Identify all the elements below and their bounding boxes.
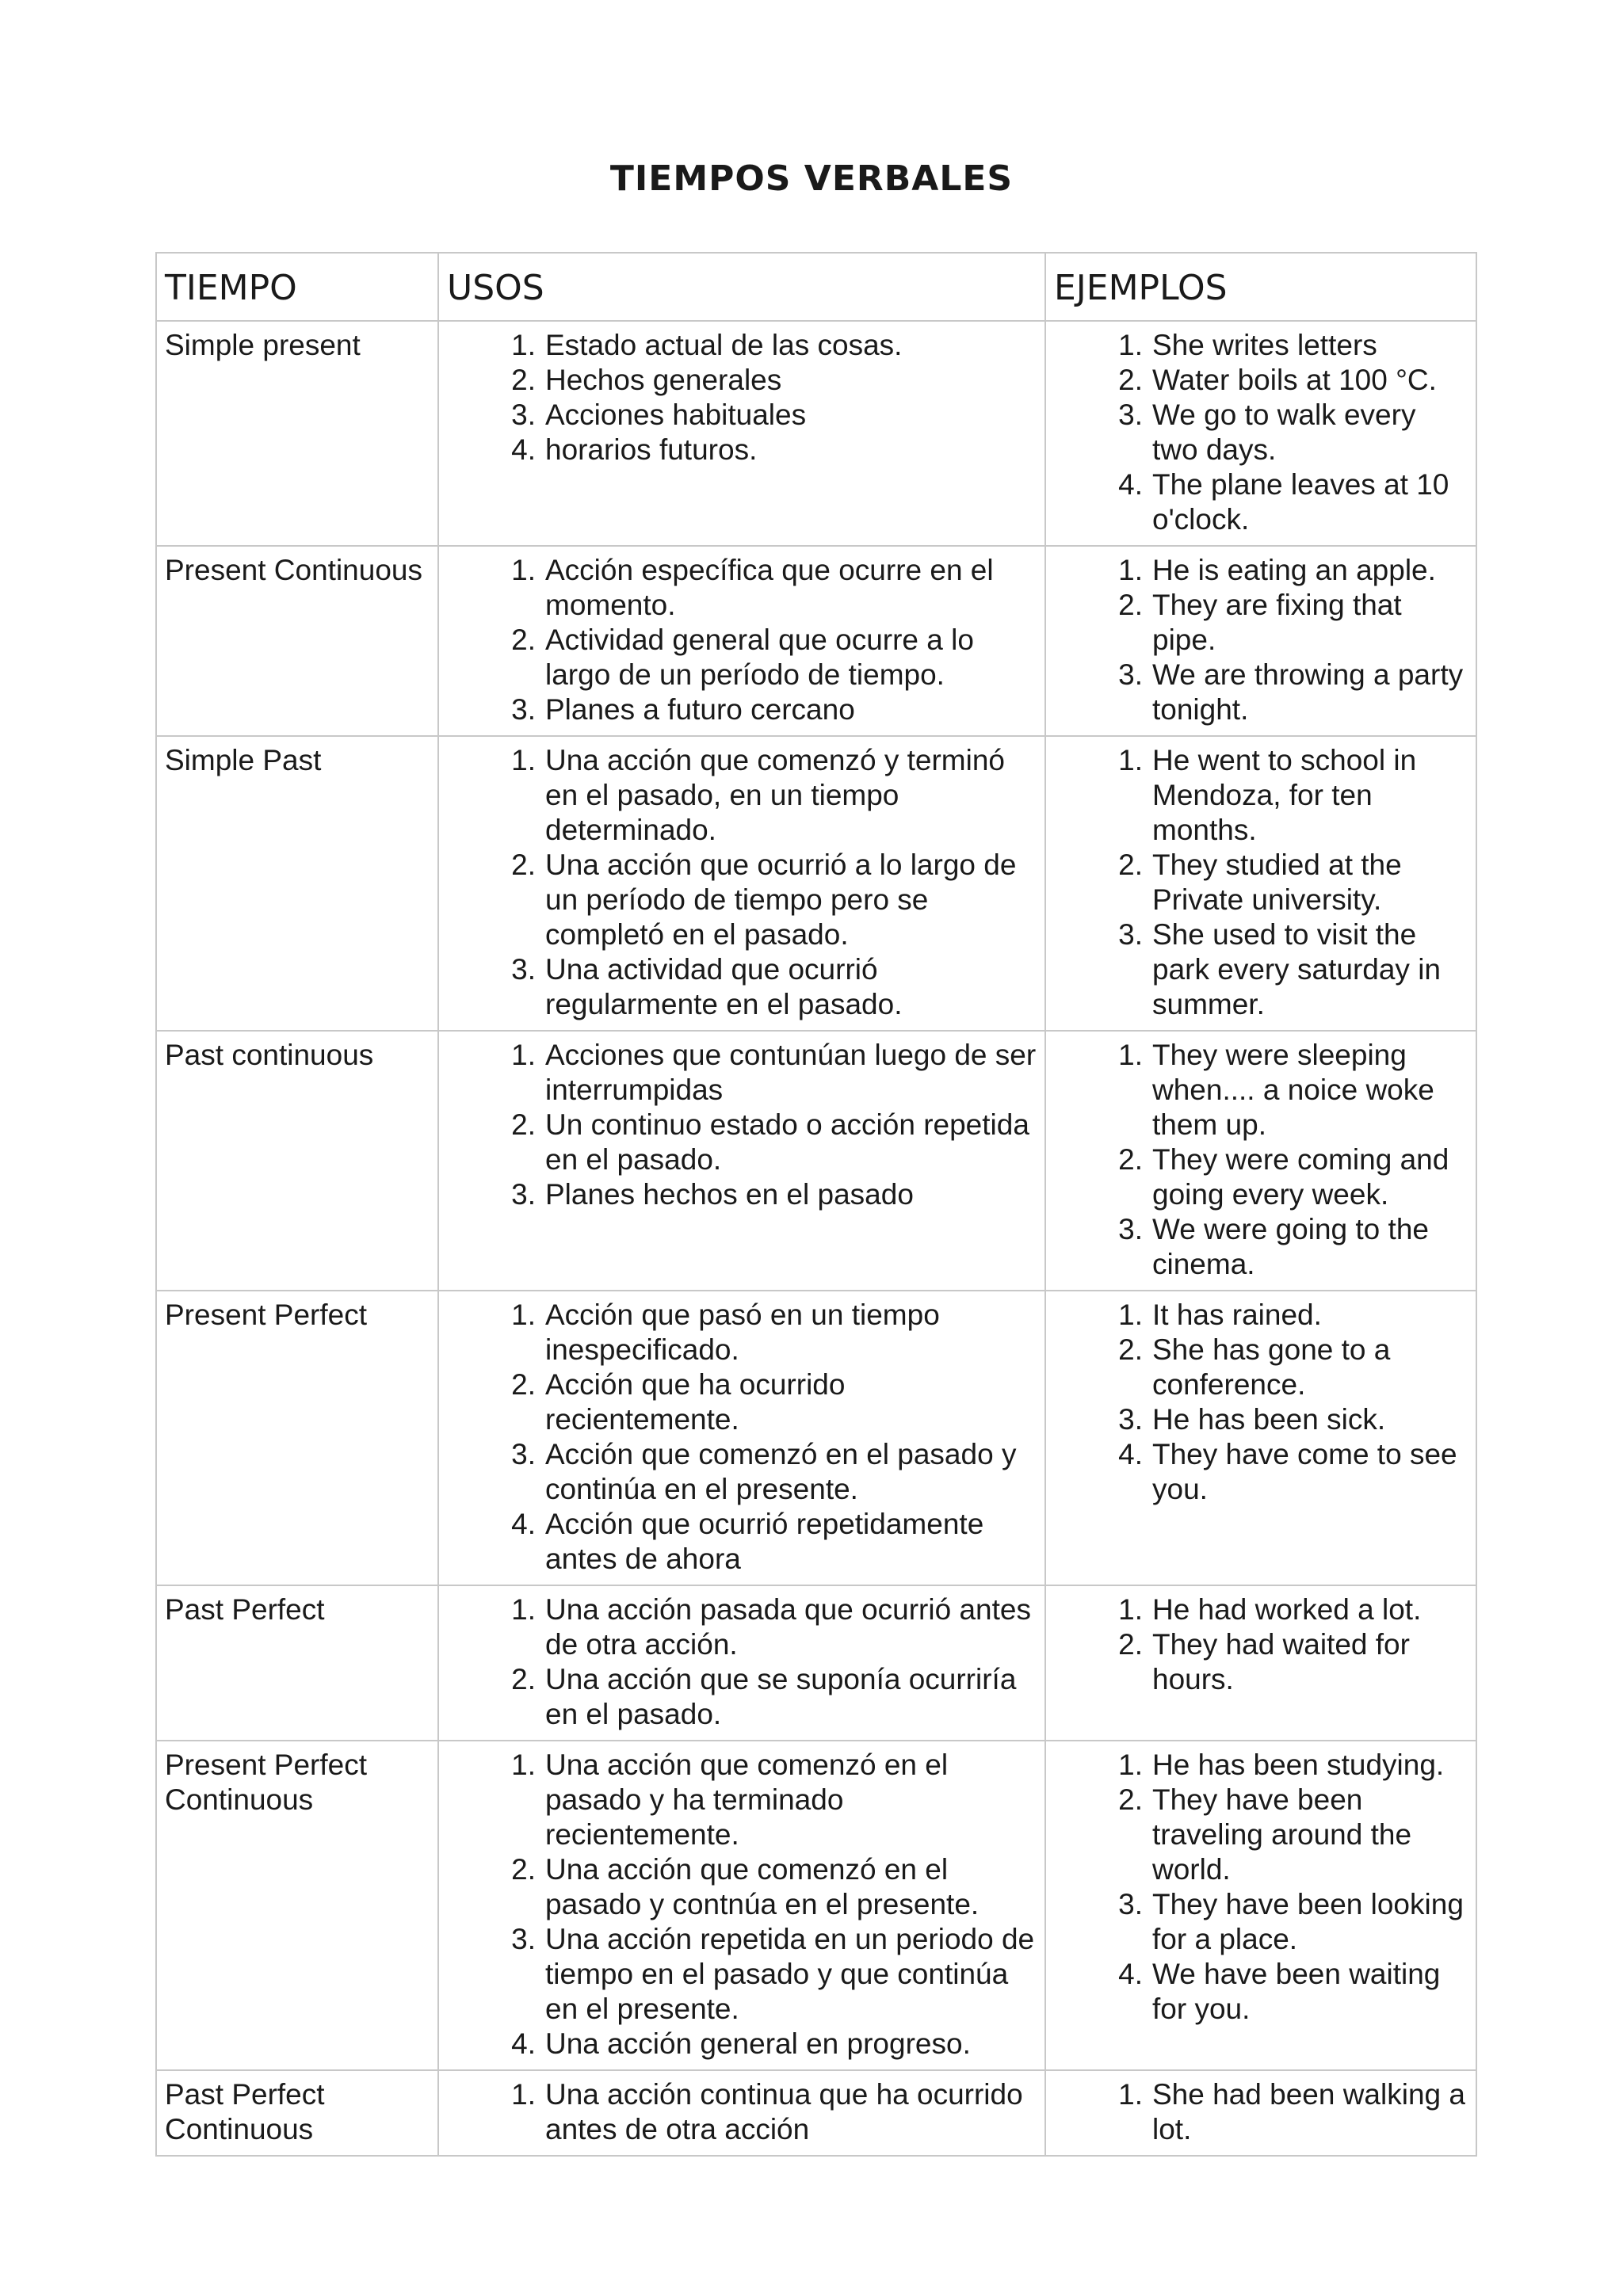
list-item-text: Una acción pasada que ocurrió antes de otra acción. [545, 1593, 1031, 1661]
list-item-number: 3. [1118, 1213, 1143, 1245]
list-item-text: Una acción general en progreso. [545, 2027, 971, 2060]
list-item-text: Una acción que comenzó en el pasado y contnúa en el presente. [545, 1853, 980, 1920]
list-item-number: 4. [511, 2027, 536, 2060]
examples-cell [1045, 1741, 1476, 2070]
examples-list [1054, 1038, 1468, 1282]
examples-cell [1045, 1291, 1476, 1585]
examples-cell [1045, 1031, 1476, 1291]
list-item-number: 2. [1118, 364, 1143, 396]
list-item-number: 1. [1118, 554, 1143, 586]
list-item-number: 2. [1118, 1143, 1143, 1176]
table-row [156, 1291, 1476, 1585]
table-row [156, 736, 1476, 1031]
list-item-text: Una acción que ocurrió a lo largo de un período de tiempo pero se completó en el pasado. [545, 849, 1017, 951]
uses-list [447, 1298, 1037, 1577]
list-item [447, 1367, 1037, 1437]
uses-cell [438, 1291, 1045, 1585]
list-item [1054, 1957, 1468, 2027]
list-item-text: Una acción repetida en un periodo de tiempo en el pasado y que continúa en el presente. [545, 1923, 1035, 2025]
list-item [1054, 328, 1468, 363]
list-item-text: They are fixing that pipe. [1152, 589, 1402, 656]
list-item-number: 2. [511, 1368, 536, 1401]
list-item-text: They have been looking for a place. [1152, 1888, 1464, 1955]
list-item [1054, 1887, 1468, 1957]
list-item [1054, 1783, 1468, 1887]
list-item [1054, 1748, 1468, 1783]
list-item-number: 1. [511, 744, 536, 776]
list-item-text: He went to school in Mendoza, for ten months. [1152, 744, 1417, 846]
list-item [1054, 848, 1468, 917]
list-item-number: 1. [1118, 1039, 1143, 1071]
list-item-text: They have come to see you. [1152, 1438, 1457, 1505]
list-item-text: Acción que ocurrió repetidamente antes de ahora [545, 1508, 984, 1575]
uses-cell [438, 1031, 1045, 1291]
list-item [447, 1177, 1037, 1212]
list-item-number: 4. [1118, 1958, 1143, 1990]
list-item-number: 1. [511, 329, 536, 361]
list-item-text: He had worked a lot. [1152, 1593, 1422, 1626]
examples-list [1054, 553, 1468, 727]
examples-list [1054, 743, 1468, 1022]
examples-list [1054, 1298, 1468, 1507]
list-item-text: Una acción continua que ha ocurrido antes de otra acción [545, 2078, 1023, 2145]
list-item-number: 3. [511, 693, 536, 726]
list-item-text: Una acción que comenzó en el pasado y ha terminado recientemente. [545, 1749, 949, 1851]
uses-cell [438, 546, 1045, 736]
list-item [1054, 1592, 1468, 1627]
list-item [1054, 658, 1468, 727]
list-item-text: Un continuo estado o acción repetida en el pasado. [545, 1108, 1029, 1176]
list-item [1054, 2077, 1468, 2147]
uses-list [447, 743, 1037, 1022]
list-item [1054, 588, 1468, 658]
list-item-text: The plane leaves at 10 o'clock. [1152, 468, 1449, 536]
uses-list [447, 1038, 1037, 1212]
list-item-text: Una acción que se suponía ocurriría en el pasado. [545, 1663, 1017, 1730]
list-item-text: Acciones que contunúan luego de ser interrumpidas [545, 1039, 1037, 1106]
list-item-text: She had been walking a lot. [1152, 2078, 1465, 2145]
list-item [447, 1748, 1037, 1852]
list-item [447, 848, 1037, 952]
list-item-number: 1. [1118, 1749, 1143, 1781]
list-item-number: 3. [511, 399, 536, 431]
list-item-number: 1. [511, 2078, 536, 2111]
list-item [447, 2027, 1037, 2061]
list-item [447, 743, 1037, 848]
list-item [1054, 1142, 1468, 1212]
uses-cell [438, 1741, 1045, 2070]
list-item-text: horarios futuros. [545, 433, 758, 466]
uses-cell [438, 2070, 1045, 2156]
tense-name-cell: Past continuous [156, 1031, 438, 1291]
list-item-number: 4. [1118, 468, 1143, 501]
list-item-text: Actividad general que ocurre a lo largo de un período de tiempo. [545, 624, 974, 691]
table-row [156, 321, 1476, 546]
list-item-text: We were going to the cinema. [1152, 1213, 1429, 1280]
list-item-text: They were coming and going every week. [1152, 1143, 1449, 1211]
list-item [447, 1298, 1037, 1367]
examples-list [1054, 1748, 1468, 2027]
list-item-number: 1. [511, 1749, 536, 1781]
list-item [1054, 1402, 1468, 1437]
uses-cell [438, 736, 1045, 1031]
list-item-text: She writes letters [1152, 329, 1377, 361]
list-item [1054, 743, 1468, 848]
list-item [447, 952, 1037, 1022]
tense-name-cell: Present Perfect [156, 1291, 438, 1585]
list-item-number: 2. [1118, 1783, 1143, 1816]
list-item-text: We go to walk every two days. [1152, 399, 1416, 466]
list-item [447, 1437, 1037, 1507]
list-item [447, 433, 1037, 467]
list-item-text: Una acción que comenzó y terminó en el pasado, en un tiempo determinado. [545, 744, 1005, 846]
list-item-text: Estado actual de las cosas. [545, 329, 903, 361]
list-item-number: 1. [1118, 2078, 1143, 2111]
list-item-text: He has been sick. [1152, 1403, 1386, 1436]
list-item [447, 1038, 1037, 1108]
list-item-number: 2. [511, 1663, 536, 1695]
list-item-text: They had waited for hours. [1152, 1628, 1410, 1695]
list-item-text: They were sleeping when.... a noice woke them up. [1152, 1039, 1434, 1141]
examples-list [1054, 2077, 1468, 2147]
list-item-text: Acción específica que ocurre en el momento. [545, 554, 994, 621]
list-item [1054, 1627, 1468, 1697]
list-item-text: Acción que pasó en un tiempo inespecificado. [545, 1299, 940, 1366]
list-item-text: Planes a futuro cercano [545, 693, 855, 726]
list-item-text: She used to visit the park every saturday in summer. [1152, 918, 1442, 1020]
list-item-text: Una actividad que ocurrió regularmente en el pasado. [545, 953, 903, 1020]
list-item [1054, 1212, 1468, 1282]
tense-name-cell: Present Perfect Continuous [156, 1741, 438, 2070]
list-item-number: 3. [511, 1178, 536, 1211]
header-tiempo: TIEMPO [156, 253, 438, 321]
tense-name-cell: Simple Past [156, 736, 438, 1031]
table-row [156, 1585, 1476, 1741]
list-item [1054, 553, 1468, 588]
list-item-text: He is eating an apple. [1152, 554, 1436, 586]
list-item-number: 3. [1118, 399, 1143, 431]
uses-list [447, 553, 1037, 727]
list-item-text: Water boils at 100 °C. [1152, 364, 1437, 396]
list-item-number: 1. [1118, 1593, 1143, 1626]
list-item-text: He has been studying. [1152, 1749, 1445, 1781]
uses-list [447, 328, 1037, 467]
list-item [447, 1662, 1037, 1732]
examples-cell [1045, 1585, 1476, 1741]
list-item-text: They have been traveling around the world. [1152, 1783, 1412, 1886]
uses-cell [438, 1585, 1045, 1741]
list-item-number: 2. [1118, 1333, 1143, 1366]
table-row [156, 2070, 1476, 2156]
table-row [156, 546, 1476, 736]
list-item [1054, 467, 1468, 537]
table-row [156, 1031, 1476, 1291]
uses-list [447, 1592, 1037, 1732]
list-item [447, 553, 1037, 623]
list-item-text: She has gone to a conference. [1152, 1333, 1391, 1401]
list-item [447, 1507, 1037, 1577]
examples-list [1054, 328, 1468, 537]
list-item-text: They studied at the Private university. [1152, 849, 1402, 916]
list-item-number: 1. [511, 554, 536, 586]
list-item-number: 3. [511, 953, 536, 986]
examples-cell [1045, 2070, 1476, 2156]
list-item [447, 328, 1037, 363]
uses-cell [438, 321, 1045, 546]
list-item-number: 1. [511, 1299, 536, 1331]
list-item [447, 1922, 1037, 2027]
table-body [156, 321, 1476, 2156]
tense-name-cell: Present Continuous [156, 546, 438, 736]
list-item [447, 2077, 1037, 2147]
list-item [447, 692, 1037, 727]
list-item-number: 2. [511, 1108, 536, 1141]
list-item-number: 3. [511, 1438, 536, 1470]
list-item [1054, 1038, 1468, 1142]
list-item-number: 2. [511, 849, 536, 881]
list-item-number: 1. [511, 1593, 536, 1626]
examples-list [1054, 1592, 1468, 1697]
list-item [1054, 917, 1468, 1022]
list-item-number: 2. [1118, 1628, 1143, 1661]
list-item-number: 3. [511, 1923, 536, 1955]
list-item-number: 2. [1118, 849, 1143, 881]
list-item [447, 1852, 1037, 1922]
list-item-number: 2. [511, 364, 536, 396]
header-usos: USOS [438, 253, 1045, 321]
table-row [156, 1741, 1476, 2070]
tense-name-cell: Past Perfect Continuous [156, 2070, 438, 2156]
list-item-text: Acción que ha ocurrido recientemente. [545, 1368, 846, 1436]
list-item-text: Acción que comenzó en el pasado y continúa en el presente. [545, 1438, 1017, 1505]
list-item [447, 623, 1037, 692]
examples-cell [1045, 321, 1476, 546]
list-item-number: 1. [1118, 1299, 1143, 1331]
examples-cell [1045, 546, 1476, 736]
list-item [1054, 1298, 1468, 1333]
list-item [1054, 1437, 1468, 1507]
verb-tenses-table [155, 252, 1477, 2157]
list-item-number: 3. [1118, 1403, 1143, 1436]
tense-name-cell: Simple present [156, 321, 438, 546]
list-item-number: 1. [1118, 329, 1143, 361]
list-item-text: We are throwing a party tonight. [1152, 658, 1464, 726]
list-item-number: 4. [511, 1508, 536, 1540]
list-item [447, 398, 1037, 433]
list-item-number: 4. [511, 433, 536, 466]
list-item [447, 1592, 1037, 1662]
list-item-text: Acciones habituales [545, 399, 807, 431]
list-item [1054, 1333, 1468, 1402]
list-item-number: 2. [511, 624, 536, 656]
list-item-number: 3. [1118, 1888, 1143, 1920]
examples-cell [1045, 736, 1476, 1031]
page-title: TIEMPOS VERBALES [609, 158, 1014, 199]
table-header-row [156, 253, 1476, 321]
list-item [1054, 398, 1468, 467]
list-item [1054, 363, 1468, 398]
list-item-text: It has rained. [1152, 1299, 1322, 1331]
list-item [447, 363, 1037, 398]
list-item-number: 1. [1118, 744, 1143, 776]
uses-list [447, 2077, 1037, 2147]
list-item-text: Planes hechos en el pasado [545, 1178, 914, 1211]
list-item [447, 1108, 1037, 1177]
uses-list [447, 1748, 1037, 2061]
list-item-text: We have been waiting for you. [1152, 1958, 1441, 2025]
list-item-text: Hechos generales [545, 364, 782, 396]
header-ejemplos: EJEMPLOS [1045, 253, 1476, 321]
list-item-number: 1. [511, 1039, 536, 1071]
list-item-number: 3. [1118, 918, 1143, 951]
tense-name-cell: Past Perfect [156, 1585, 438, 1741]
list-item-number: 3. [1118, 658, 1143, 691]
list-item-number: 2. [511, 1853, 536, 1886]
list-item-number: 2. [1118, 589, 1143, 621]
list-item-number: 4. [1118, 1438, 1143, 1470]
